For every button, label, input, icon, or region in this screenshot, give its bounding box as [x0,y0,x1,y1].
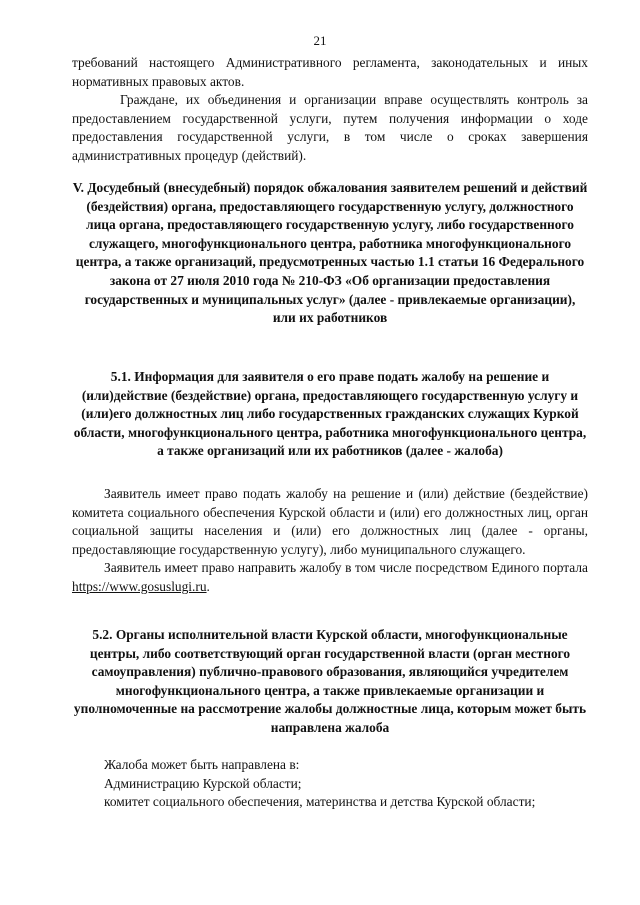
section-5-1-paragraph-1: Заявитель имеет право подать жалобу на решение и (или) действие (бездействие) комитета социального обеспечения Курской области и (или) его должностных лиц, орган социальной защиты населения и (или) его должностных лиц (далее - органы, предоставляющие государственную услугу), либо муниципального служащего. [72,486,588,557]
complaint-line-3: комитет социального обеспечения, материнства и детства Курской области; [104,794,536,810]
complaint-line-2: Администрацию Курской области; [104,775,302,791]
page-number: 21 [313,33,327,48]
gosuslugi-link[interactable]: https://www.gosuslugi.ru [72,578,207,594]
section-5-heading: V. Досудебный (внесудебный) порядок обжалования заявителем решений и действий (бездействия) органа, предоставляющего государственную услугу, должностного лица органа, предоставляющего государственную услугу, либо государственного служащего, многофункционального центра, работника многофункционального центра, а также организаций, предусмотренных частью 1.1 статьи 16 Федерального закона от 27 июля 2010 года № 210-ФЗ «Об организации предоставления государственных и муниципальных услуг» (далее - привлекаемые организации), или их работников [72,180,588,326]
complaint-line-1: Жалоба может быть направлена в: [104,757,300,772]
section-5-1-paragraph-2 [72,559,588,596]
section-5-2-heading: 5.2. Органы исполнительной власти Курской области, многофункциональные центры, либо соответствующий орган государственной власти (орган местного самоуправления) публично-правового образования, являющийся учредителем многофункционального центра, а также привлекаемые организации и уполномоченные на рассмотрение жалобы должностные лица, которым может быть направлена жалоба [73,627,587,735]
paragraph-2-end: . [206,578,210,594]
section-5-2-body [72,756,588,812]
section-5-1-heading: 5.1. Информация для заявителя о его праве подать жалобу на решение и (или)действие (бездействие) органа, предоставляющего государственную услугу и (или)его должностных лиц либо государственных гражданских служащих Куркой области, многофункционального центра, работника многофункционального центра, а также организаций или их работников (далее - жалоба) [73,369,587,459]
intro-block [72,54,588,166]
intro-paragraph-2: Граждане, их объединения и организации вправе осуществлять контроль за предоставлением государственной услуги, путем получения информации о ходе предоставления государственной услуги, в том числе о сроках завершения административных процедур (действий). [72,92,588,163]
paragraph-2-text: Заявитель имеет право направить жалобу в том числе посредством Единого портала [104,560,588,576]
intro-paragraph-1: требований настоящего Административного регламента, законодательных и иных нормативных правовых актов. [72,55,588,89]
section-5-1-body [72,485,588,597]
